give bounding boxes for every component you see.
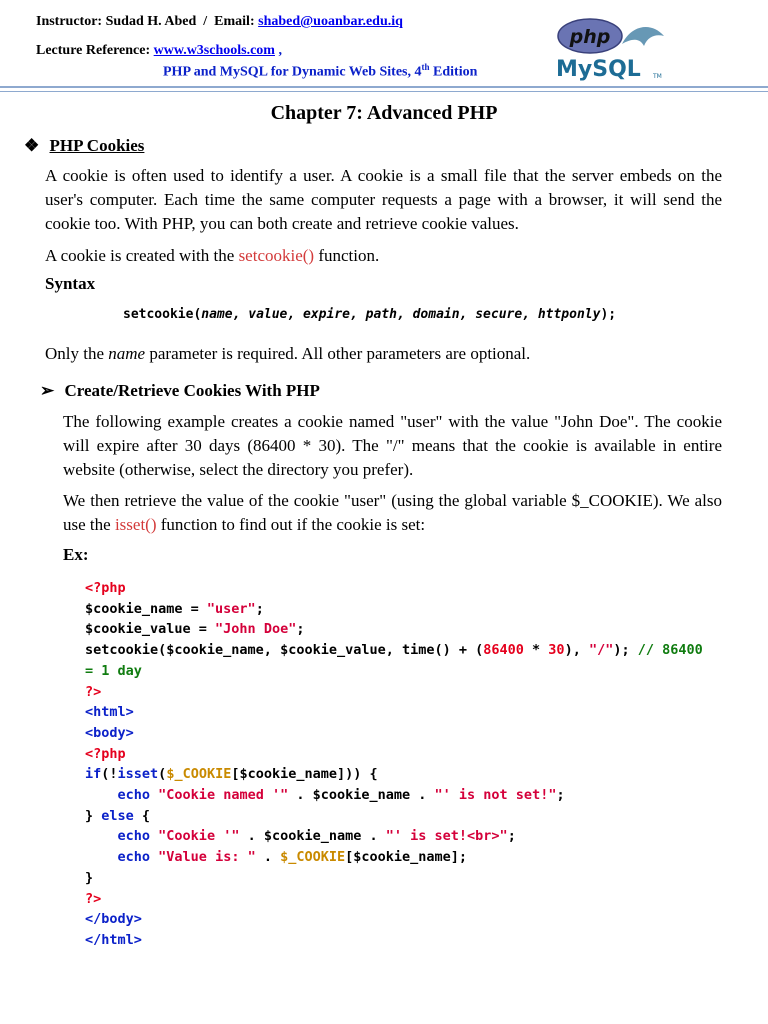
book-sup: th — [421, 62, 430, 72]
section-heading-text: PHP Cookies — [49, 136, 145, 155]
code-comment: // 86400 — [637, 642, 703, 659]
header-separator: / — [203, 14, 208, 29]
book-edition: Edition — [429, 64, 478, 80]
reference-label: Lecture Reference: — [36, 43, 151, 58]
arrow-bullet-icon: ➢ — [40, 381, 55, 400]
created-sentence — [45, 244, 379, 268]
syntax-fn: setcookie( — [123, 307, 202, 322]
mysql-tm: TM — [653, 73, 662, 80]
section-heading — [24, 136, 144, 156]
syntax-code — [123, 307, 616, 322]
isset-fn: isset() — [114, 515, 157, 534]
example-label: Ex: — [63, 545, 89, 564]
subsection-heading — [40, 381, 320, 401]
paragraph-retrieve — [63, 489, 722, 537]
email-label: Email: — [214, 14, 255, 29]
created-post: function. — [314, 246, 380, 265]
only-name: name — [108, 344, 146, 363]
only-pre: Only the — [45, 344, 109, 363]
page-title: Chapter 7: Advanced PHP — [270, 102, 498, 124]
header-line-2 — [36, 43, 282, 59]
php-mysql-logo — [552, 14, 672, 86]
syntax-heading: Syntax — [45, 274, 96, 293]
code-php-open: <?php — [85, 580, 126, 596]
paragraph-create: The following example creates a cookie named "user" with the value "John Doe". The cookie will expire after 30 days (86400 * 30). The "/" means that the cookie is available in entire website (otherwise, select the directory you prefer). — [63, 412, 722, 479]
header-line-1 — [36, 14, 403, 30]
book-reference — [163, 62, 477, 81]
para2-post: function to find out if the cookie is set: — [156, 515, 426, 534]
diamond-bullet-icon: ❖ — [24, 136, 40, 155]
instructor-name: Sudad H. Abed — [105, 14, 197, 29]
only-post: parameter is required. All other parameters are optional. — [145, 344, 531, 363]
subsection-heading-text: Create/Retrieve Cookies With PHP — [64, 381, 320, 400]
php-logo-text: php — [569, 26, 611, 48]
dolphin-icon — [622, 27, 664, 46]
para2-pre: We then retrieve the value of the cookie "user" (using the global variable $_COOKIE). We also use the — [63, 491, 722, 534]
only-name-sentence — [45, 342, 530, 366]
code-example: <?php $cookie_name = "user"; $cookie_value = "John Doe"; setcookie($cookie_name, $cookie_value, time() + (86400 * 30), "/"); // 86400 = 1 day ?> <html> <body> <?php if(!isset($_COOKIE[$cookie_name])) { echo "Cookie named '" . $cookie_name . "' is not set!"; } else { echo "Cookie '" . $cookie_name . "' is set!<br>"; echo "Value is: " . $_COOKIE[$cookie_name]; } ?> </body> </html> — [85, 580, 703, 948]
instructor-label: Instructor: — [36, 14, 103, 29]
intro-paragraph: A cookie is often used to identify a user. A cookie is a small file that the server embeds on the user's computer. Each time the same computer requests a page with a browser, it will send the cookie too. With PHP, you can both create and retrieve cookie values. — [45, 166, 722, 233]
mysql-logo-text: MySQL — [556, 57, 641, 82]
setcookie-fn: setcookie() — [238, 246, 315, 265]
email-link[interactable]: shabed@uoanbar.edu.iq — [258, 14, 403, 29]
created-pre: A cookie is created with the — [45, 246, 239, 265]
header-rule-thick — [0, 86, 768, 88]
reference-link[interactable]: www.w3schools.com — [153, 43, 275, 58]
book-title: PHP and MySQL for Dynamic Web Sites, 4 — [163, 64, 422, 80]
syntax-params: name, value, expire, path, domain, secure, httponly — [201, 307, 601, 322]
syntax-end: ); — [600, 307, 617, 322]
header-rule-thin — [0, 91, 768, 92]
reference-comma: , — [278, 43, 282, 58]
